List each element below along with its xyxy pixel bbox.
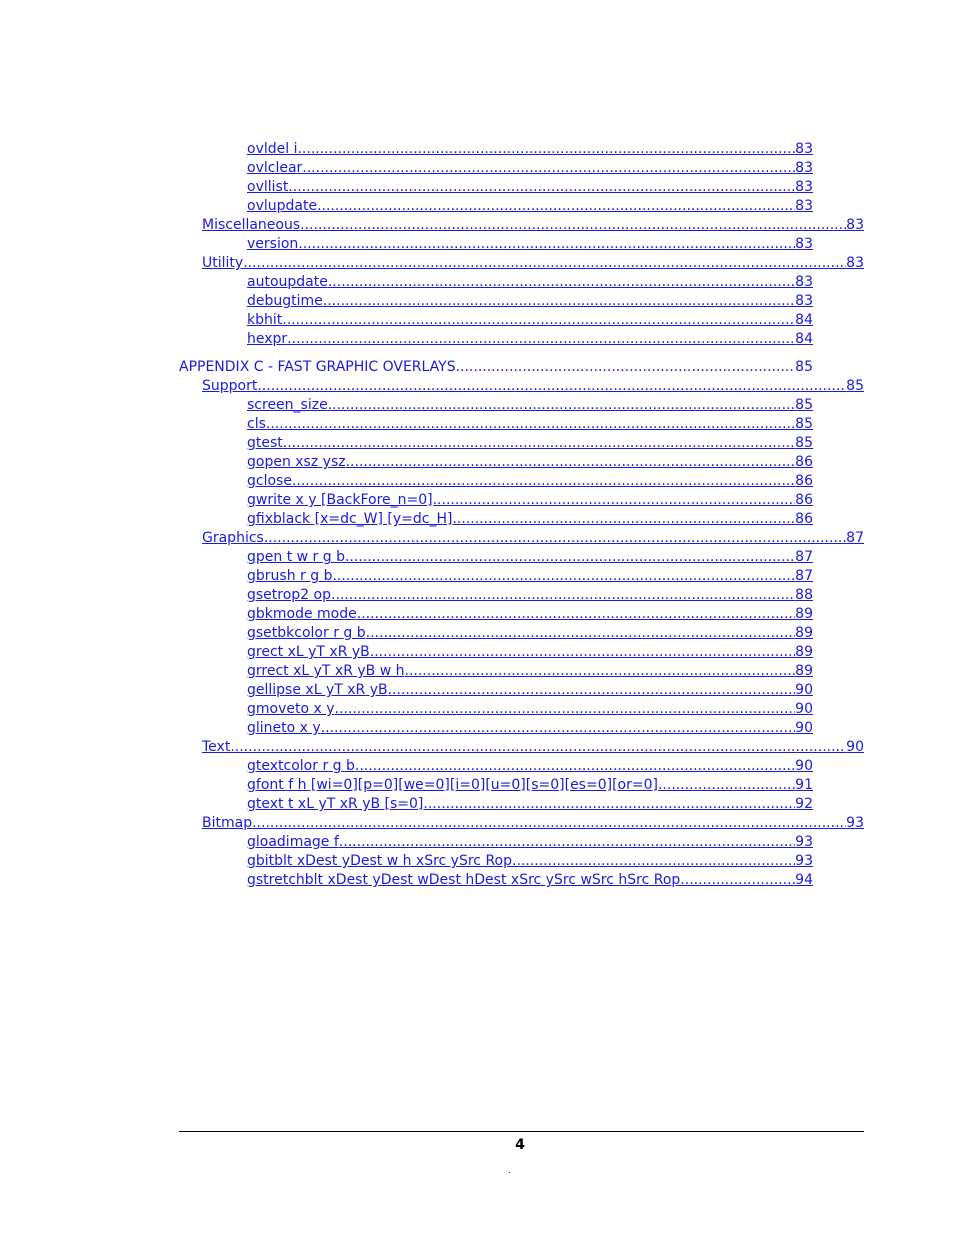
toc-entry-title: Graphics [202, 530, 264, 546]
toc-entry-title: Support [202, 378, 258, 394]
toc-entry-page: 83 [795, 179, 813, 195]
toc-entry-title: Text [202, 739, 231, 755]
toc-entry[interactable] [179, 358, 813, 377]
toc-entry-title: gbrush r g b [247, 568, 333, 584]
toc-leader-dots [257, 377, 846, 396]
toc-entry-title: Miscellaneous [202, 217, 301, 233]
toc-entry-page: 89 [795, 644, 813, 660]
toc-entry-title: gwrite x y [BackFore_n=0] [247, 492, 433, 508]
toc-entry-page: 94 [795, 872, 813, 888]
toc-leader-dots [345, 548, 795, 567]
toc-entry[interactable] [247, 681, 813, 700]
toc-leader-dots [297, 140, 795, 159]
toc-entry-title: autoupdate [247, 274, 328, 290]
toc-entry[interactable] [247, 871, 813, 890]
toc-entry-page: 83 [795, 141, 813, 157]
toc-entry-title: gbitblt xDest yDest w h xSrc ySrc Rop [247, 853, 513, 869]
toc-entry-title: debugtime [247, 293, 323, 309]
toc-entry-page: 89 [795, 663, 813, 679]
toc-entry[interactable] [247, 567, 813, 586]
toc-leader-dots [321, 719, 795, 738]
toc-leader-dots [264, 529, 846, 548]
toc-entry-title: version [247, 236, 299, 252]
toc-entry[interactable] [247, 311, 813, 330]
toc-entry-title: screen_size [247, 397, 328, 413]
toc-leader-dots [423, 795, 795, 814]
toc-entry-title: Utility [202, 255, 244, 271]
toc-entry-title: grrect xL yT xR yB w h [247, 663, 405, 679]
toc-entry-title: grect xL yT xR yB [247, 644, 370, 660]
toc-entry[interactable] [247, 776, 813, 795]
toc-entry[interactable] [247, 700, 813, 719]
toc-entry-page: 88 [795, 587, 813, 603]
toc-leader-dots [357, 605, 795, 624]
toc-entry[interactable] [247, 140, 813, 159]
toc-entry-title: hexpr [247, 331, 288, 347]
toc-leader-dots [282, 311, 795, 330]
toc-entry[interactable] [247, 159, 813, 178]
toc-entry-title: gellipse xL yT xR yB [247, 682, 388, 698]
toc-entry-page: 83 [846, 255, 864, 271]
toc-entry-page: 93 [846, 815, 864, 831]
toc-entry-title: APPENDIX C - FAST GRAPHIC OVERLAYS [179, 359, 456, 375]
toc-entry[interactable] [247, 833, 813, 852]
toc-entry-page: 87 [795, 568, 813, 584]
toc-entry[interactable] [247, 586, 813, 605]
toc-entry[interactable] [247, 453, 813, 472]
toc-entry[interactable] [247, 197, 813, 216]
toc-entry-page: 83 [795, 198, 813, 214]
toc-entry-title: ovllist [247, 179, 289, 195]
toc-leader-dots [388, 681, 796, 700]
toc-leader-dots [230, 738, 846, 757]
toc-entry[interactable] [247, 472, 813, 491]
toc-entry-page: 90 [795, 682, 813, 698]
toc-leader-dots [680, 871, 795, 890]
toc-entry-title: gopen xsz ysz [247, 454, 346, 470]
toc-leader-dots [302, 159, 795, 178]
toc-leader-dots [266, 415, 795, 434]
toc-entry-title: gsetrop2 op [247, 587, 331, 603]
toc-entry-title: gtextcolor r g b [247, 758, 355, 774]
toc-leader-dots [512, 852, 795, 871]
toc-leader-dots [243, 254, 846, 273]
toc-entry-page: 83 [795, 293, 813, 309]
toc-leader-dots [300, 216, 846, 235]
toc-entry-page: 87 [795, 549, 813, 565]
toc-entry-page: 85 [795, 397, 813, 413]
toc-entry-page: 84 [795, 312, 813, 328]
toc-leader-dots [292, 472, 795, 491]
toc-entry-title: gloadimage f [247, 834, 339, 850]
toc-entry-title: glineto x y [247, 720, 321, 736]
toc-entry[interactable] [247, 434, 813, 453]
toc-entry[interactable] [247, 548, 813, 567]
toc-entry-title: gtest [247, 435, 283, 451]
toc-entry-title: gstretchblt xDest yDest wDest hDest xSrc ySrc wSrc hSrc Rop [247, 872, 681, 888]
toc-entry[interactable] [247, 330, 813, 349]
toc-leader-dots [331, 586, 795, 605]
page-number: 4 [515, 1137, 525, 1153]
toc-leader-dots [456, 358, 796, 377]
toc-entry[interactable] [202, 377, 864, 396]
toc-entry-page: 86 [795, 511, 813, 527]
toc-leader-dots [252, 814, 846, 833]
toc-leader-dots [287, 330, 795, 349]
toc-entry[interactable] [202, 814, 864, 833]
toc-leader-dots [355, 757, 795, 776]
toc-leader-dots [339, 833, 795, 852]
toc-entry-title: gtext t xL yT xR yB [s=0] [247, 796, 424, 812]
toc-entry[interactable] [247, 605, 813, 624]
toc-entry-title: kbhit [247, 312, 283, 328]
toc-entry[interactable] [247, 292, 813, 311]
toc-entry-page: 92 [795, 796, 813, 812]
footer-rule [179, 1131, 864, 1132]
toc-leader-dots [346, 453, 796, 472]
toc-entry-page: 86 [795, 473, 813, 489]
toc-leader-dots [288, 178, 795, 197]
toc-entry-title: gbkmode mode [247, 606, 357, 622]
toc-leader-dots [658, 776, 795, 795]
toc-entry[interactable] [247, 757, 813, 776]
toc-entry[interactable] [247, 624, 813, 643]
toc-entry-page: 89 [795, 606, 813, 622]
toc-leader-dots [452, 510, 795, 529]
toc-entry-page: 85 [846, 378, 864, 394]
toc-entry-title: ovlclear [247, 160, 303, 176]
toc-entry-page: 83 [795, 160, 813, 176]
toc-leader-dots [323, 292, 795, 311]
toc-entry-page: 90 [795, 758, 813, 774]
toc-leader-dots [283, 434, 795, 453]
toc-entry-title: gclose [247, 473, 292, 489]
toc-entry[interactable] [247, 795, 813, 814]
toc-entry-page: 93 [795, 834, 813, 850]
toc-entry-page: 86 [795, 492, 813, 508]
toc-entry-page: 86 [795, 454, 813, 470]
toc-entry-page: 83 [795, 236, 813, 252]
toc-entry[interactable] [202, 529, 864, 548]
toc-entry[interactable] [247, 396, 813, 415]
toc-entry[interactable] [247, 491, 813, 510]
toc-leader-dots [370, 643, 795, 662]
toc-entry-page: 87 [846, 530, 864, 546]
toc-leader-dots [433, 491, 796, 510]
toc-entry[interactable] [247, 273, 813, 292]
toc-entry-page: 85 [795, 435, 813, 451]
toc-entry-title: Bitmap [202, 815, 253, 831]
toc-entry[interactable] [202, 738, 864, 757]
toc-entry-page: 89 [795, 625, 813, 641]
toc-entry-page: 90 [795, 720, 813, 736]
toc-entry[interactable] [202, 254, 864, 273]
footer-mark: . [508, 1166, 511, 1175]
toc-entry[interactable] [247, 510, 813, 529]
toc-entry-page: 85 [795, 359, 813, 375]
toc-entry-page: 83 [795, 274, 813, 290]
toc-entry[interactable] [247, 643, 813, 662]
toc-leader-dots [328, 273, 795, 292]
toc-entry-page: 85 [795, 416, 813, 432]
toc-entry-title: gfont f h [wi=0][p=0][we=0][i=0][u=0][s=0][es=0][or=0] [247, 777, 658, 793]
toc-entry[interactable] [247, 178, 813, 197]
toc-leader-dots [366, 624, 796, 643]
toc-entry[interactable] [247, 719, 813, 738]
toc-entry-title: gmoveto x y [247, 701, 335, 717]
toc-entry-title: gfixblack [x=dc_W] [y=dc_H] [247, 511, 453, 527]
toc-entry-page: 91 [795, 777, 813, 793]
toc-leader-dots [335, 700, 796, 719]
toc-entry[interactable] [202, 216, 864, 235]
toc-leader-dots [298, 235, 795, 254]
toc-leader-dots [317, 197, 795, 216]
toc-entry-title: cls [247, 416, 266, 432]
toc-entry-page: 93 [795, 853, 813, 869]
toc-entry[interactable] [247, 235, 813, 254]
toc-entry-title: ovldel i [247, 141, 298, 157]
toc-entry-title: ovlupdate [247, 198, 318, 214]
toc-leader-dots [332, 567, 795, 586]
toc-entry-title: gpen t w r g b [247, 549, 345, 565]
toc-entry-page: 83 [846, 217, 864, 233]
toc-leader-dots [405, 662, 796, 681]
toc-entry-page: 84 [795, 331, 813, 347]
toc-entry-page: 90 [795, 701, 813, 717]
toc-entry[interactable] [247, 852, 813, 871]
toc-entry[interactable] [247, 662, 813, 681]
toc-leader-dots [328, 396, 795, 415]
toc-entry[interactable] [247, 415, 813, 434]
toc-entry-title: gsetbkcolor r g b [247, 625, 366, 641]
toc-entry-page: 90 [846, 739, 864, 755]
